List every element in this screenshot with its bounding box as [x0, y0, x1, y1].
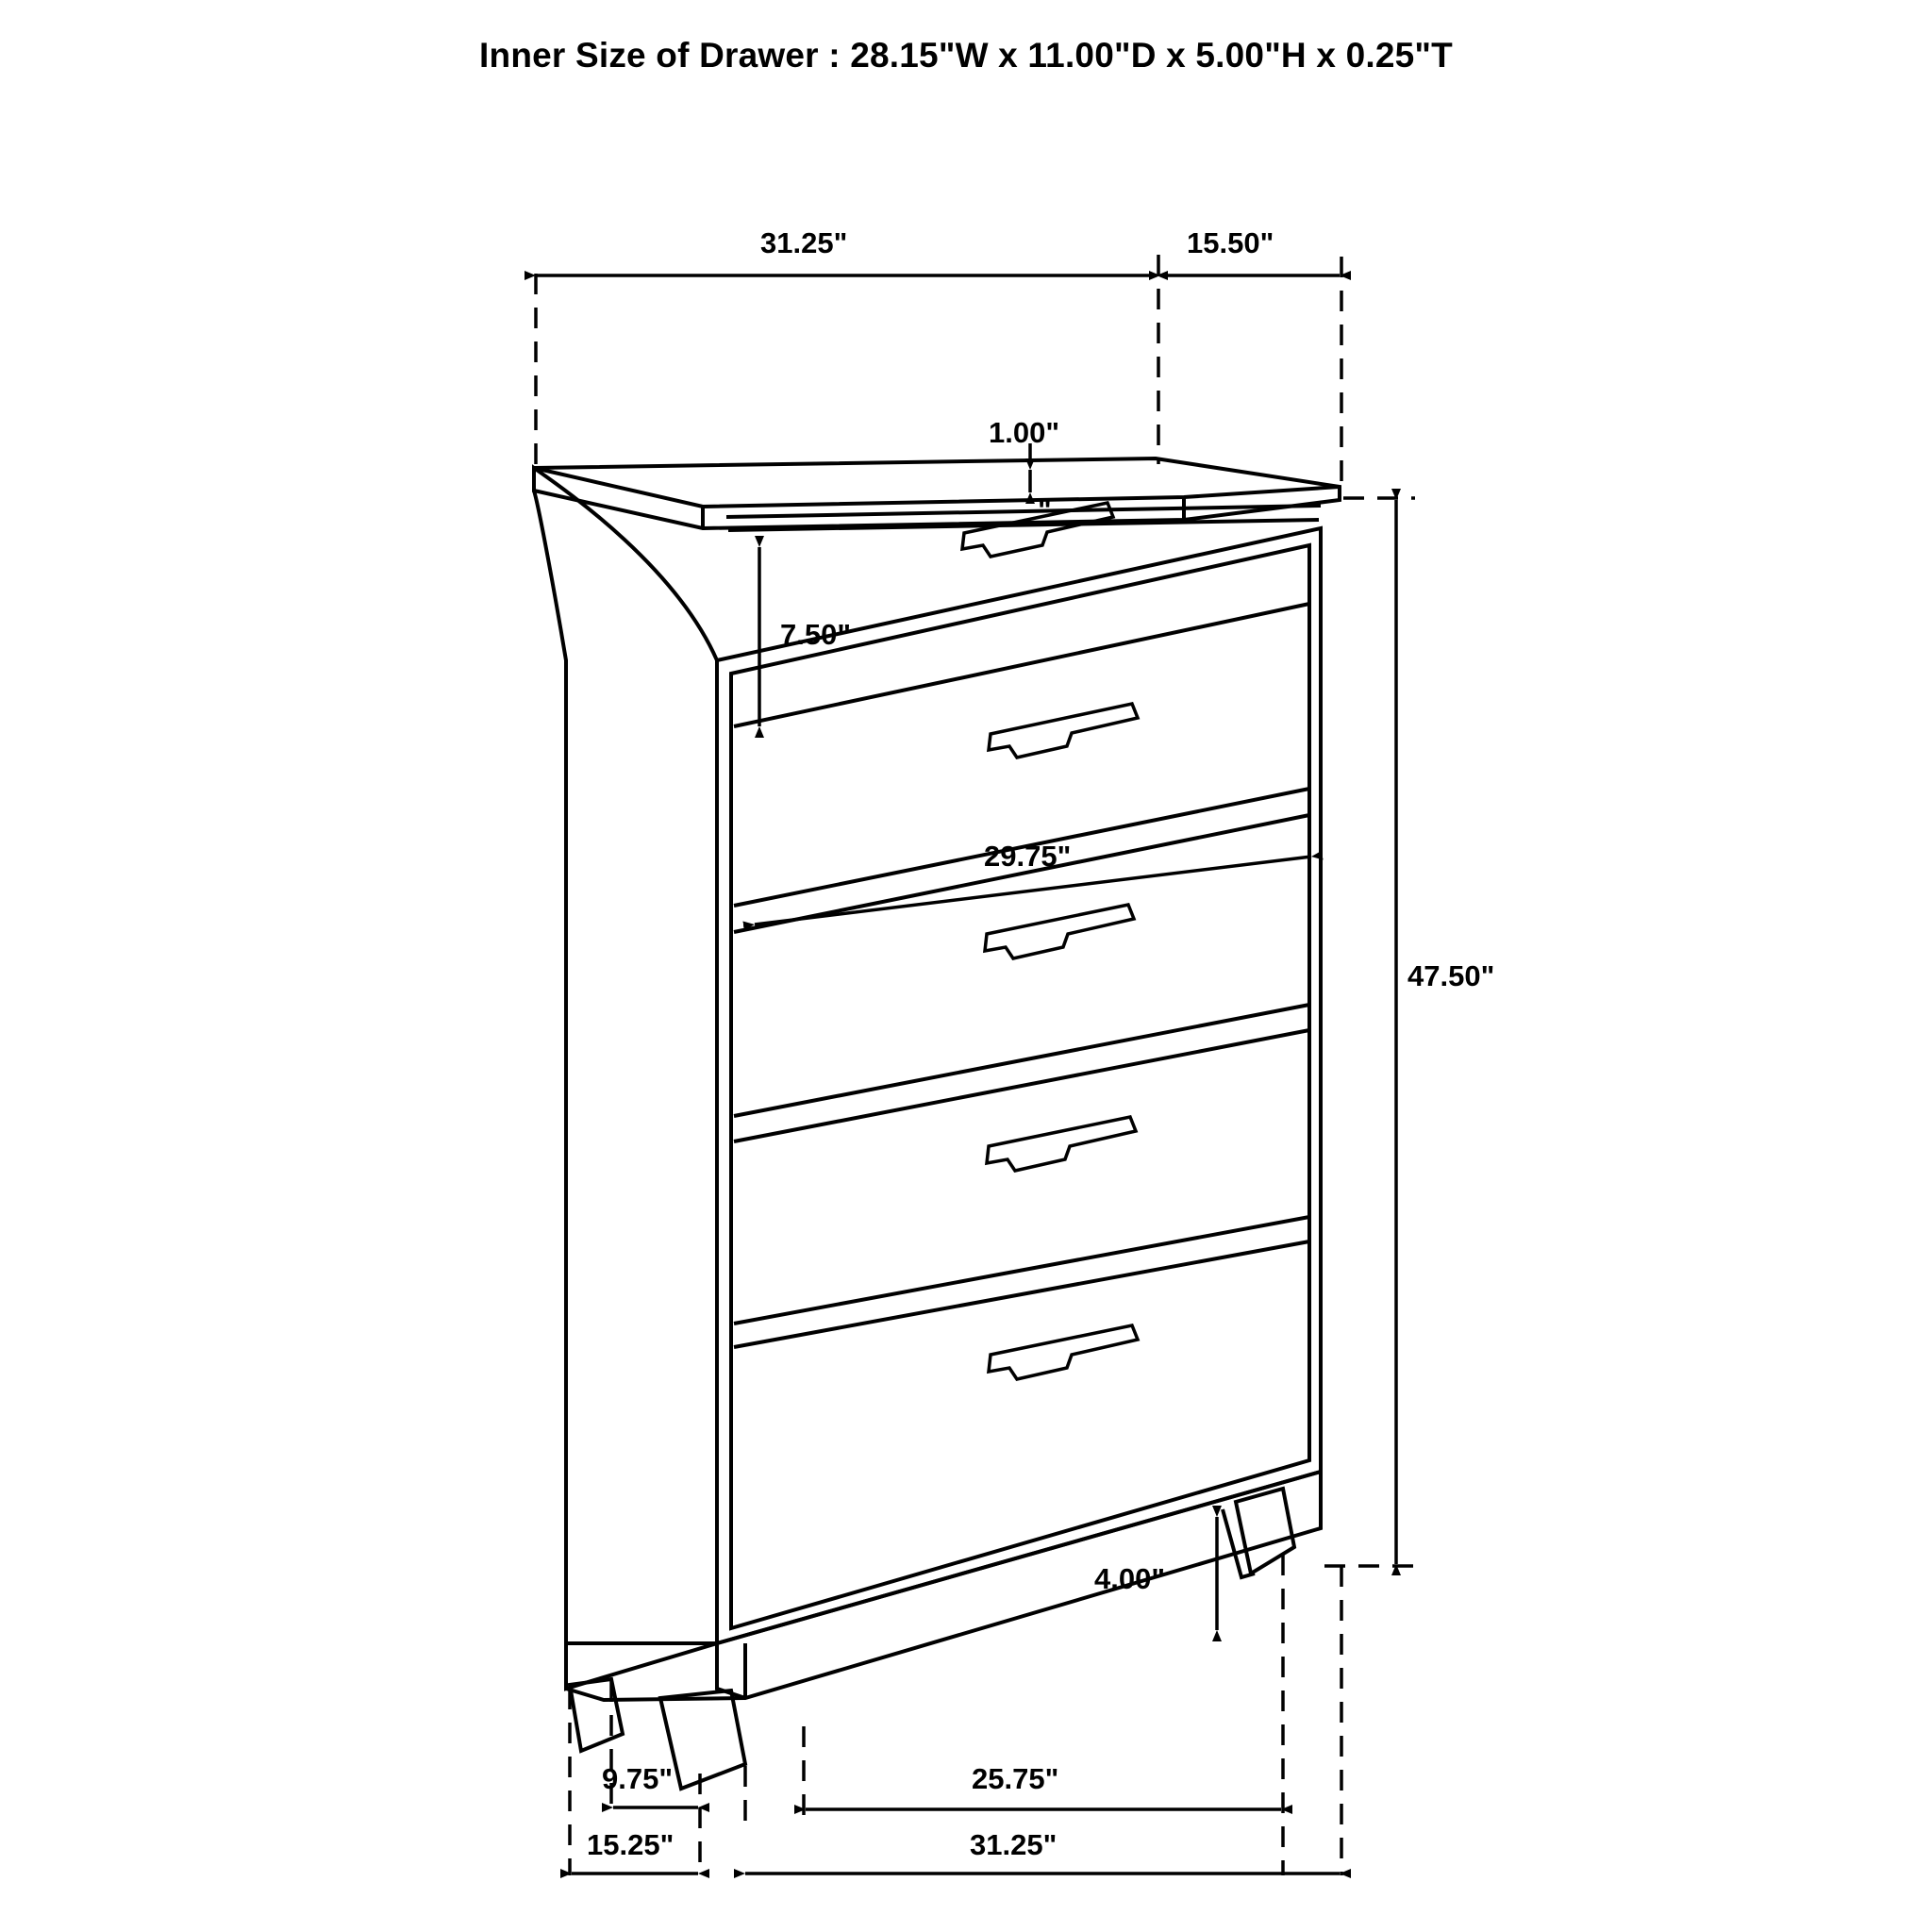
- dim-leg-depth: 9.75": [602, 1762, 674, 1795]
- dim-leg-span: 25.75": [972, 1762, 1059, 1795]
- dim-leg-height: 4.00": [1094, 1562, 1166, 1595]
- dim-drawer-height: 7.50": [780, 618, 852, 651]
- dim-overall-height: 47.50": [1407, 959, 1495, 992]
- dim-top-width: 31.25": [760, 226, 848, 259]
- chest-body-outline: [534, 458, 1340, 1789]
- page-title: Inner Size of Drawer : 28.15"W x 11.00"D x 5.00"H x 0.25"T: [479, 36, 1453, 75]
- dim-base-width: 31.25": [970, 1828, 1058, 1861]
- dim-base-depth: 15.25": [587, 1828, 675, 1861]
- dim-top-thickness-unit: ": [1038, 493, 1052, 526]
- dim-drawer-width: 29.75": [984, 840, 1072, 873]
- dim-top-depth: 15.50": [1187, 226, 1274, 259]
- dim-top-thickness: 1.00": [989, 416, 1060, 449]
- drawer-handles: [962, 503, 1138, 1379]
